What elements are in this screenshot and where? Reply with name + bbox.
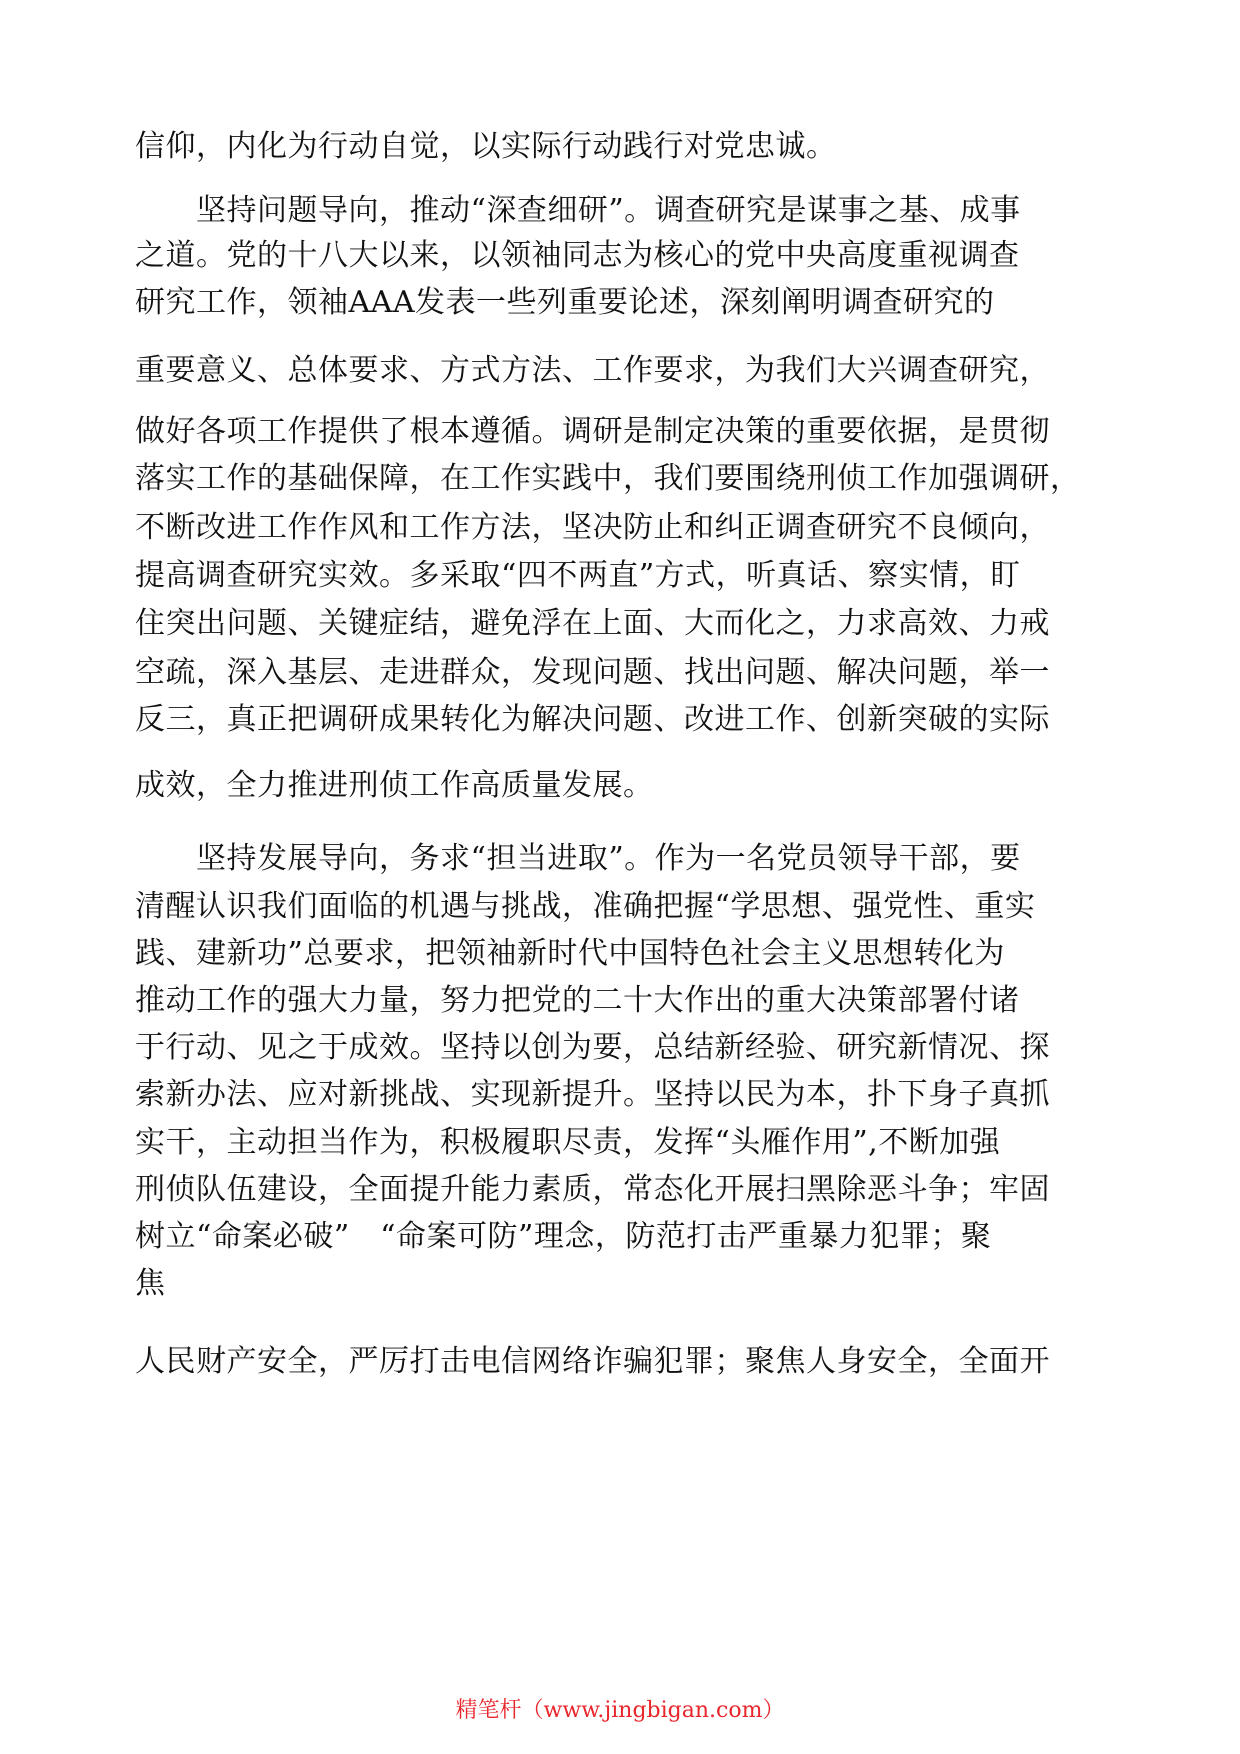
text-line: 信仰，内化为行动自觉，以实际行动践行对党忠诚。	[135, 129, 837, 164]
text-line: 重要意义、总体要求、方式方法、工作要求，为我们大兴调查研究，	[135, 353, 1050, 388]
text-line: 不断改进工作作风和工作方法，坚决防止和纠正调查研究不良倾向，	[135, 510, 1050, 545]
text-line: 落实工作的基础保障，在工作实践中，我们要围绕刑侦工作加强调研，	[135, 461, 1081, 496]
text-line: 住突出问题、关键症结，避免浮在上面、大而化之，力求高效、力戒	[135, 606, 1050, 641]
paragraph-start-line: 坚持发展导向，务求“担当进取”。作为一名党员领导干部，要	[196, 841, 1021, 876]
paragraph-start-line: 坚持问题导向，推动“深查细研”。调查研究是谋事之基、成事	[196, 193, 1021, 228]
text-line: 实干，主动担当作为，积极履职尽责，发挥“头雁作用”,不断加强	[135, 1125, 1001, 1160]
text-line: 推动工作的强大力量，努力把党的二十大作出的重大决策部署付诸	[135, 983, 1020, 1018]
text-line: 树立“命案必破” “命案可防”理念，防范打击严重暴力犯罪；聚	[135, 1219, 992, 1254]
text-line: 成效，全力推进刑侦工作高质量发展。	[135, 768, 654, 803]
text-line: 焦	[135, 1266, 166, 1301]
text-line: 于行动、见之于成效。坚持以创为要，总结新经验、研究新情况、探	[135, 1030, 1050, 1065]
text-line: 空疏，深入基层、走进群众，发现问题、找出问题、解决问题，举一	[135, 655, 1050, 690]
text-line: 提高调查研究实效。多采取“四不两直”方式，听真话、察实情，盯	[135, 558, 1021, 593]
text-line: 索新办法、应对新挑战、实现新提升。坚持以民为本，扑下身子真抓	[135, 1077, 1050, 1112]
text-line: 清醒认识我们面临的机遇与挑战，准确把握“学思想、强党性、重实	[135, 889, 1036, 924]
text-line: 人民财产安全，严厉打击电信网络诈骗犯罪；聚焦人身安全，全面开	[135, 1344, 1050, 1379]
text-line: 刑侦队伍建设，全面提升能力素质，常态化开展扫黑除恶斗争；牢固	[135, 1172, 1050, 1207]
text-line: 之道。党的十八大以来，以领袖同志为核心的党中央高度重视调查	[135, 238, 1020, 273]
text-line: 做好各项工作提供了根本遵循。调研是制定决策的重要依据，是贯彻	[135, 414, 1050, 449]
text-line: 践、建新功”总要求，把领袖新时代中国特色社会主义思想转化为	[135, 936, 1005, 971]
text-line: 研究工作，领袖AAA发表一些列重要论述，深刻阐明调查研究的	[135, 285, 995, 320]
footer-watermark-link[interactable]: 精笔杆（www.jingbigan.com）	[455, 1698, 785, 1723]
text-line: 反三，真正把调研成果转化为解决问题、改进工作、创新突破的实际	[135, 702, 1050, 737]
